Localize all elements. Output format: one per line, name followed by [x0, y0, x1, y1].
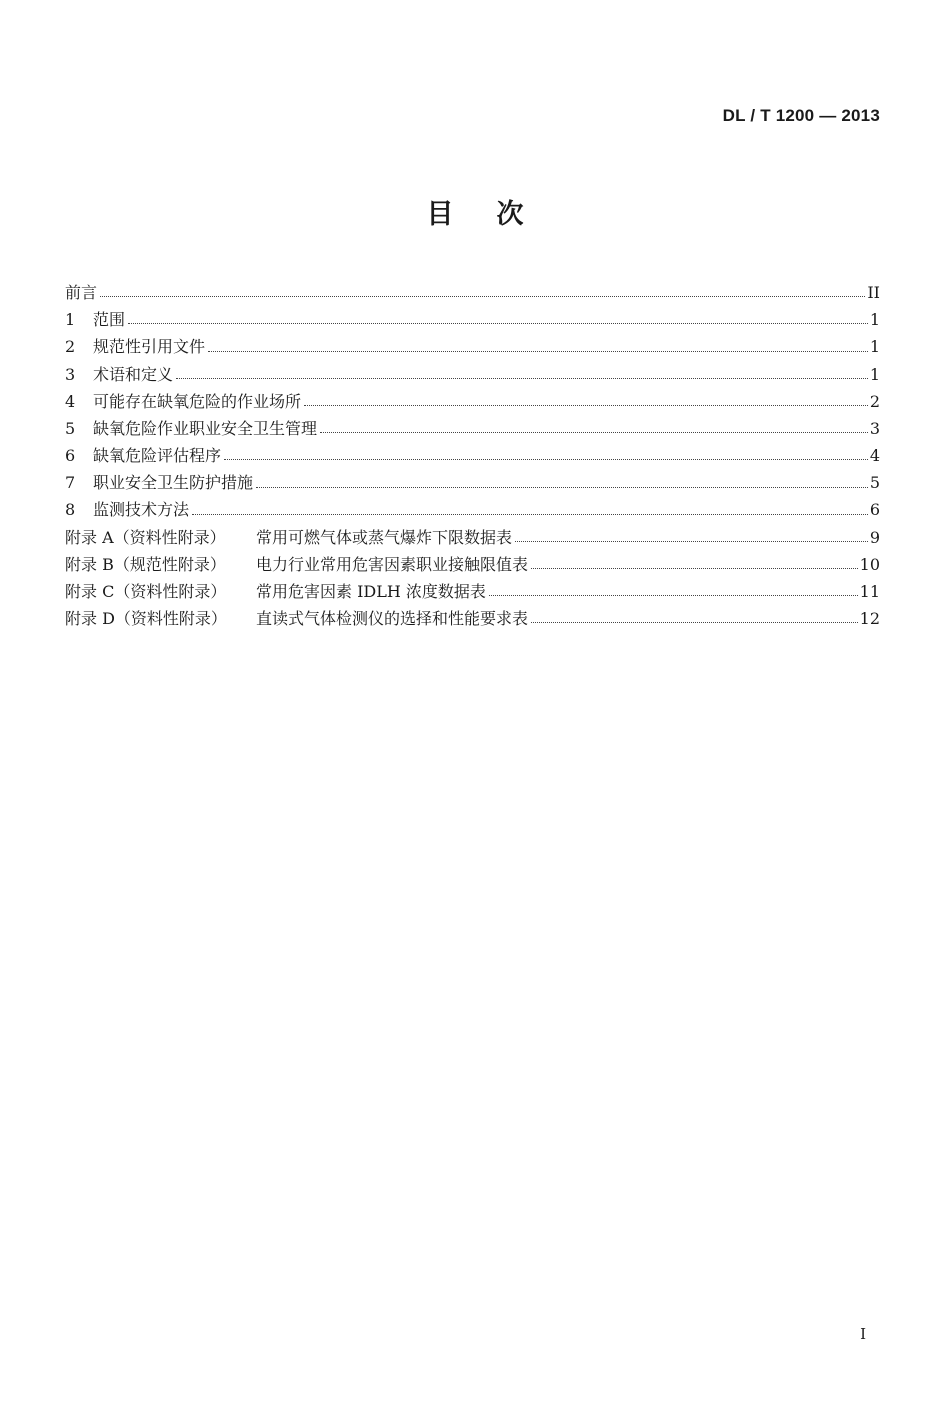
- page-title: 目 次: [426, 199, 532, 230]
- toc-dot-leader: [256, 487, 868, 488]
- toc-entry-label: 直读式气体检测仪的选择和性能要求表: [256, 609, 529, 629]
- toc-entry-page: 5: [869, 473, 880, 493]
- toc-dot-leader: [128, 323, 868, 324]
- toc-entry-page: 2: [869, 391, 880, 411]
- toc-entry-section-1: [65, 306, 880, 333]
- toc-entry-label: 缺氧危险作业职业安全卫生管理: [93, 418, 318, 438]
- toc-entry-page: 6: [869, 500, 880, 520]
- toc-entry-number: 3: [65, 364, 76, 384]
- toc-entry-page: 1: [869, 337, 880, 357]
- table-of-contents: [65, 279, 880, 632]
- toc-entry-number: 7: [65, 473, 76, 493]
- toc-entry-number: 8: [65, 500, 76, 520]
- toc-entry-foreword: [65, 279, 880, 306]
- toc-entry-label: 范围: [93, 310, 126, 330]
- toc-entry-appendix-d: [65, 605, 880, 632]
- toc-dot-leader: [515, 541, 868, 542]
- toc-entry-page: II: [867, 282, 880, 302]
- toc-entry-page: 1: [869, 364, 880, 384]
- toc-entry-section-3: [65, 361, 880, 388]
- toc-entry-label: 监测技术方法: [93, 500, 190, 520]
- toc-entry-number: 附录 D（资料性附录）: [65, 609, 227, 629]
- toc-entry-number: 2: [65, 337, 76, 357]
- toc-dot-leader: [224, 459, 868, 460]
- toc-entry-number: 1: [65, 310, 76, 330]
- toc-entry-page: 11: [859, 582, 880, 602]
- toc-entry-number: 6: [65, 446, 76, 466]
- toc-entry-section-4: [65, 388, 880, 415]
- toc-dot-leader: [320, 432, 868, 433]
- toc-entry-page: 12: [859, 609, 880, 629]
- toc-entry-page: 3: [869, 418, 880, 438]
- toc-entry-section-7: [65, 469, 880, 496]
- toc-dot-leader: [192, 514, 868, 515]
- toc-entry-label: 规范性引用文件: [93, 337, 206, 357]
- toc-dot-leader: [489, 595, 858, 596]
- toc-entry-number: 5: [65, 418, 76, 438]
- toc-entry-section-8: [65, 497, 880, 524]
- toc-entry-page: 1: [869, 310, 880, 330]
- toc-dot-leader: [176, 378, 868, 379]
- toc-entry-number: 附录 A（资料性附录）: [65, 527, 226, 547]
- toc-entry-number: 附录 C（资料性附录）: [65, 582, 227, 602]
- toc-entry-appendix-c: [65, 578, 880, 605]
- toc-dot-leader: [304, 405, 868, 406]
- toc-entry-label: 缺氧危险评估程序: [93, 446, 222, 466]
- toc-entry-appendix-b: [65, 551, 880, 578]
- toc-entry-page: 4: [869, 446, 880, 466]
- toc-entry-label: 常用危害因素 IDLH 浓度数据表: [256, 582, 486, 602]
- toc-entry-section-6: [65, 442, 880, 469]
- toc-entry-label: 职业安全卫生防护措施: [93, 473, 254, 493]
- toc-entry-page: 10: [859, 554, 880, 574]
- toc-entry-page: 9: [869, 527, 880, 547]
- toc-entry-number: 4: [65, 391, 76, 411]
- toc-dot-leader: [531, 622, 858, 623]
- toc-entry-label: 常用可燃气体或蒸气爆炸下限数据表: [256, 527, 513, 547]
- toc-entry-label: 电力行业常用危害因素职业接触限值表: [256, 554, 529, 574]
- toc-dot-leader: [531, 568, 858, 569]
- toc-entry-section-5: [65, 415, 880, 442]
- toc-dot-leader: [100, 296, 865, 297]
- page-number: I: [860, 1325, 866, 1343]
- toc-entry-appendix-a: [65, 524, 880, 551]
- toc-entry-label: 可能存在缺氧危险的作业场所: [93, 391, 302, 411]
- toc-dot-leader: [208, 351, 868, 352]
- toc-entry-section-2: [65, 333, 880, 360]
- standard-code: DL / T 1200 — 2013: [722, 106, 880, 125]
- toc-entry-label: 术语和定义: [93, 364, 174, 384]
- toc-entry-label: 前言: [65, 282, 98, 302]
- toc-entry-number: 附录 B（规范性附录）: [65, 554, 226, 574]
